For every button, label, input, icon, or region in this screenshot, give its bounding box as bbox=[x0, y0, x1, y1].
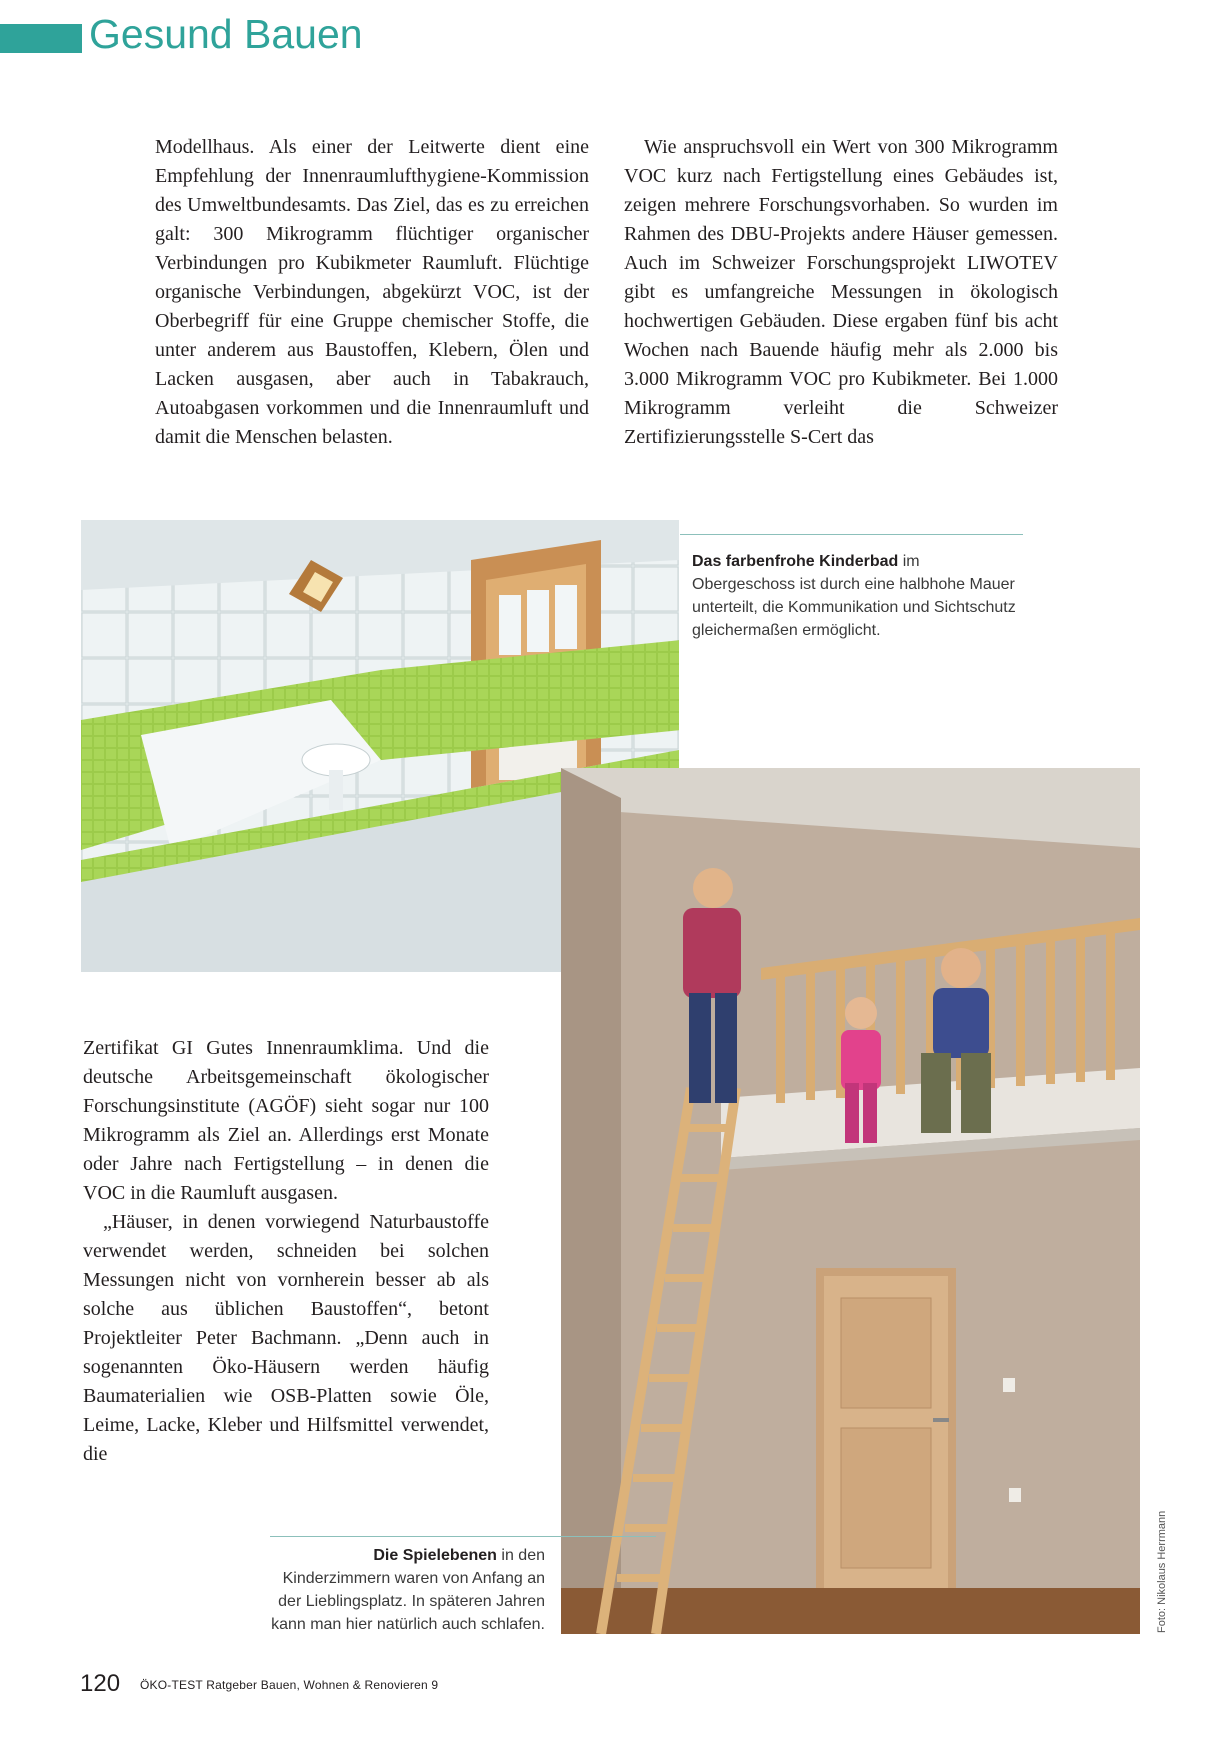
paragraph: Modellhaus. Als einer der Leitwerte dient eine Empfehlung der Innenraumlufthygiene-Kommission des Umweltbundesamts. Das Ziel, das es zu erreichen galt: 300 Mikrogramm flüchtiger organischer Verbindungen pro Kubikmeter Raumluft. Flüchtige organische Verbindungen, abgekürzt VOC, ist der Oberbegriff für eine Gruppe chemischer Stoffe, die unter anderem aus Baustoffen, Klebern, Ölen und Lacken ausgasen, aber auch in Tabakrauch, Autoabgasen vorkommen und die Innenraumluft und damit die Menschen belasten. bbox=[155, 136, 589, 448]
header-accent-bar bbox=[0, 24, 82, 53]
photo-caption-kinderbad bbox=[692, 550, 1022, 642]
caption-lead: Das farbenfrohe Kinderbad bbox=[692, 553, 899, 570]
spielebene-illustration bbox=[561, 768, 1140, 1634]
page-number: 120 bbox=[80, 1670, 121, 1697]
caption-text: im Obergeschoss ist durch eine halbhohe Mauer unterteilt, die Kommunikation und Sichtschutz gleichermaßen ermöglicht. bbox=[692, 553, 1016, 639]
text-column-2 bbox=[624, 133, 1058, 452]
caption-rule bbox=[270, 1536, 656, 1537]
paragraph: Wie anspruchsvoll ein Wert von 300 Mikrogramm VOC kurz nach Fertigstellung eines Gebäudes ist, zeigen mehrere Forschungsvorhaben. So wurden im Rahmen des DBU-Projekts andere Häuser gemessen. Auch im Schweizer Forschungsprojekt LIWOTEV gibt es umfangreiche Messungen in ökologisch hochwertigen Gebäuden. Diese ergaben fünf bis acht Wochen nach Bauende häufig mehr als 2.000 bis 3.000 Mikrogramm VOC pro Kubikmeter. Bei 1.000 Mikrogramm verleiht die Schweizer Zertifizierungsstelle S-Cert das bbox=[624, 136, 1058, 448]
caption-lead: Die Spielebenen bbox=[373, 1547, 497, 1564]
photo-caption-spielebene bbox=[262, 1544, 545, 1636]
paragraph: Zertifikat GI Gutes Innenraumklima. Und die deutsche Arbeitsgemeinschaft ökologischer Forschungsinstitute (AGÖF) sieht sogar nur 100 Mikrogramm als Ziel an. Allerdings erst Monate oder Jahre nach Fertigstellung – in denen die VOC in die Raumluft ausgasen. bbox=[83, 1037, 489, 1204]
section-title: Gesund Bauen bbox=[89, 11, 363, 57]
caption-rule bbox=[680, 534, 1023, 535]
spielebene-photo bbox=[561, 768, 1140, 1634]
caption-text: in den Kinderzimmern waren von Anfang an der Lieblingsplatz. In späteren Jahren kann man hier natürlich auch schlafen. bbox=[271, 1547, 545, 1633]
paragraph: „Häuser, in denen vorwiegend Naturbaustoffe verwendet werden, schneiden bei solchen Messungen nicht von vornherein besser ab als solche aus üblichen Baustoffen“, betont Projektleiter Peter Bachmann. „Denn auch in sogenannten Öko-Häusern werden häufig Baumaterialien wie OSB-Platten sowie Öle, Leime, Lacke, Kleber und Hilfsmittel verwendet, die bbox=[83, 1211, 489, 1465]
photo-credit: Foto: Nikolaus Herrmann bbox=[1156, 1510, 1168, 1633]
text-column-1 bbox=[155, 133, 589, 452]
publication-title: ÖKO-TEST Ratgeber Bauen, Wohnen & Renovieren 9 bbox=[140, 1678, 439, 1692]
text-column-3 bbox=[83, 1034, 489, 1469]
